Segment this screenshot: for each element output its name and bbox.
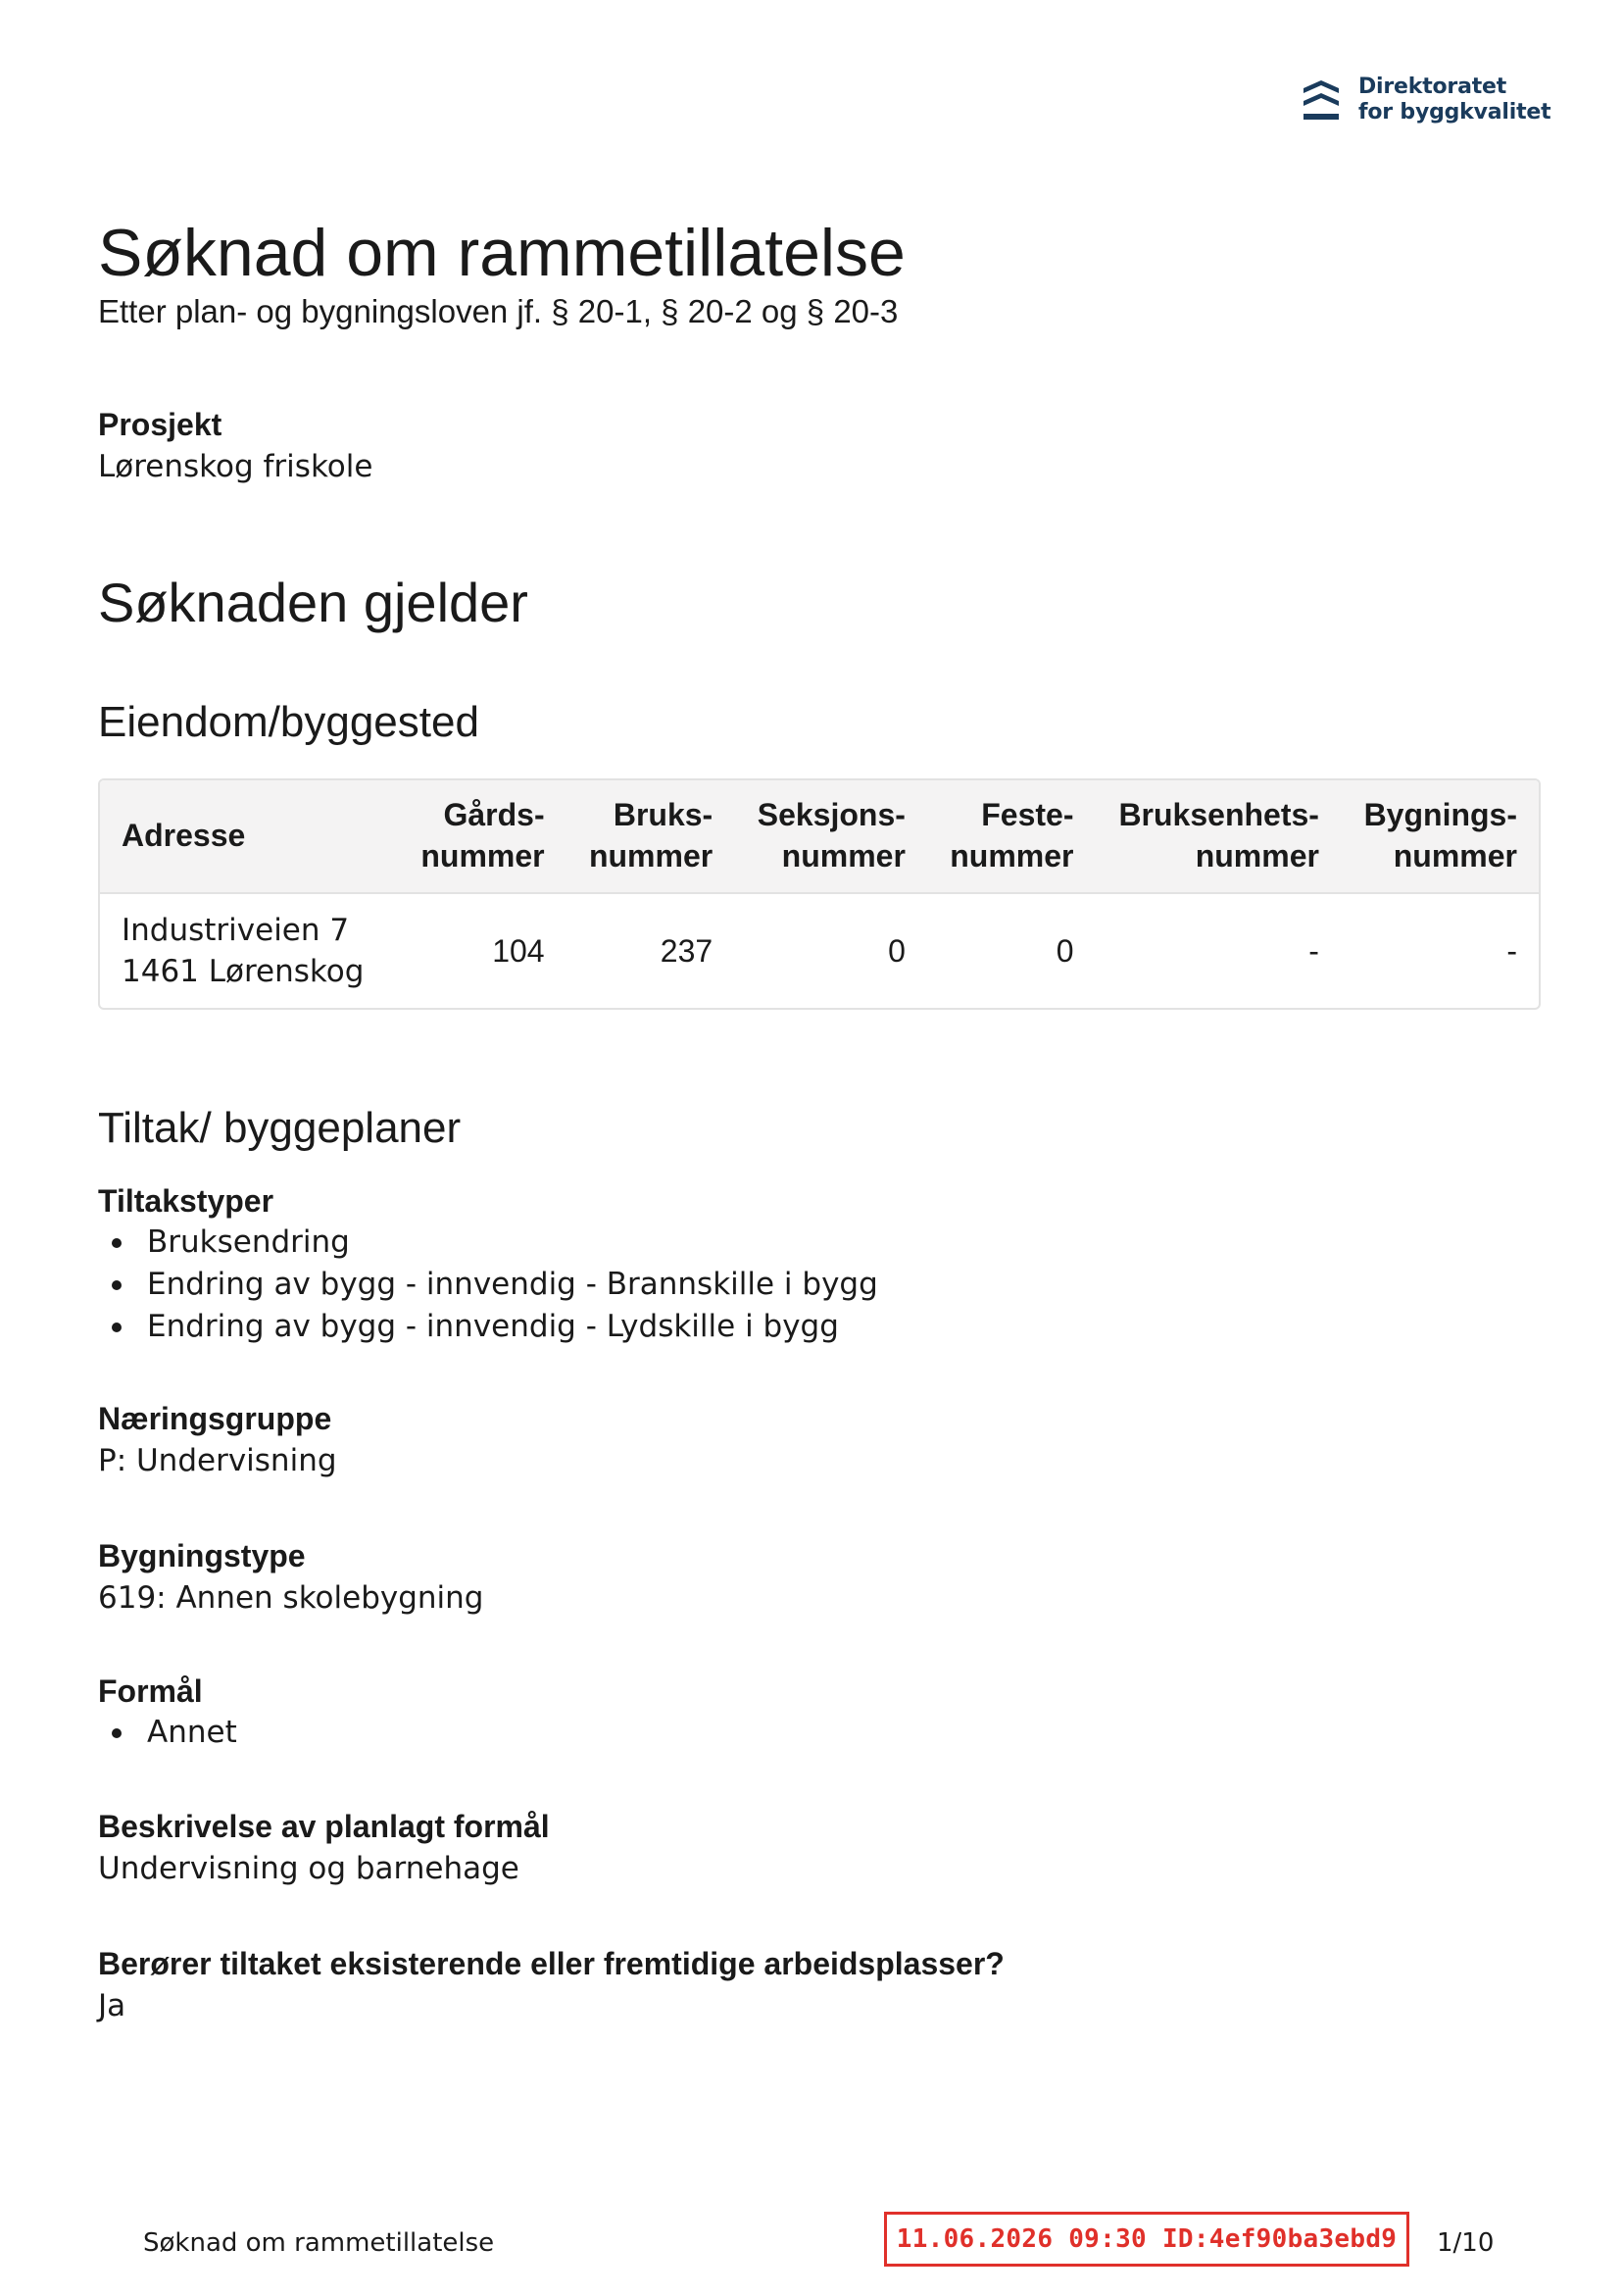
bygningstype-label: Bygningstype xyxy=(98,1538,306,1573)
cell-seksjonsnummer: 0 xyxy=(888,933,906,969)
column-header-label: nummer xyxy=(1195,838,1319,873)
tiltakstyper-list xyxy=(98,1222,878,1348)
cell-bruksenhetsnummer: - xyxy=(1308,933,1319,969)
column-header-bygningsnummer xyxy=(1341,780,1539,893)
cell-gardsnummer: 104 xyxy=(492,933,545,969)
tiltakstyper-label: Tiltakstyper xyxy=(98,1183,274,1219)
bullet-icon xyxy=(112,1238,122,1248)
column-header-bruksnummer xyxy=(566,780,735,893)
list-item xyxy=(98,1306,878,1348)
column-header-label: Bruksenhets- xyxy=(1118,797,1319,832)
column-header-festenummer xyxy=(927,780,1096,893)
logo xyxy=(1302,75,1550,125)
column-header-label: Bygnings- xyxy=(1363,797,1517,832)
project-value: Lørenskog friskole xyxy=(98,449,373,484)
footer-doc-title: Søknad om rammetillatelse xyxy=(143,2228,495,2258)
column-header-label: nummer xyxy=(950,838,1074,873)
logo-line-2: for byggkvalitet xyxy=(1358,100,1551,125)
tiltak-heading: Tiltak/ byggeplaner xyxy=(98,1104,462,1152)
arbeidsplasser-field xyxy=(98,1943,1005,2027)
dibk-chevron-logo-icon xyxy=(1302,76,1341,124)
column-header-bruksenhetsnummer xyxy=(1095,780,1340,893)
beskrivelse-field xyxy=(98,1806,550,1890)
address-line-1: Industriveien 7 xyxy=(122,913,350,948)
logo-text xyxy=(1358,75,1550,125)
beskrivelse-value: Undervisning og barnehage xyxy=(98,1851,519,1886)
cell-adresse xyxy=(100,893,398,1008)
column-header-label: Adresse xyxy=(122,818,246,853)
formal-field xyxy=(98,1671,237,1754)
column-header-adresse xyxy=(100,780,398,893)
cell-festenummer: 0 xyxy=(1056,933,1074,969)
table-header-row xyxy=(100,780,1539,893)
list-item-text: Endring av bygg - innvendig - Brannskille i bygg xyxy=(147,1267,878,1302)
bullet-icon xyxy=(112,1323,122,1332)
column-header-label: nummer xyxy=(420,838,545,873)
list-item xyxy=(98,1712,237,1754)
table-row xyxy=(100,893,1539,1008)
column-header-gardsnummer xyxy=(398,780,566,893)
column-header-label: Bruks- xyxy=(613,797,713,832)
naeringsgruppe-field xyxy=(98,1398,337,1482)
cell-bygningsnummer: - xyxy=(1506,933,1517,969)
column-header-label: nummer xyxy=(781,838,906,873)
property-heading: Eiendom/byggested xyxy=(98,698,479,746)
naeringsgruppe-label: Næringsgruppe xyxy=(98,1401,332,1436)
project-field xyxy=(98,404,372,488)
footer-page-number: 1/10 xyxy=(1437,2228,1495,2258)
page-title: Søknad om rammetillatelse xyxy=(98,216,906,290)
bullet-icon xyxy=(112,1280,122,1290)
property-table xyxy=(98,778,1541,1010)
bullet-icon xyxy=(112,1728,122,1738)
column-header-label: Feste- xyxy=(981,797,1074,832)
cell-bruksnummer: 237 xyxy=(660,933,713,969)
formal-list xyxy=(98,1712,237,1754)
column-header-seksjonsnummer xyxy=(734,780,927,893)
footer-timestamp-stamp: 11.06.2026 09:30 ID:4ef90ba3ebd9 xyxy=(884,2212,1409,2267)
column-header-label: nummer xyxy=(1393,838,1517,873)
page-subtitle: Etter plan- og bygningsloven jf. § 20-1, § 20-2 og § 20-3 xyxy=(98,293,899,329)
bygningstype-value: 619: Annen skolebygning xyxy=(98,1580,484,1616)
logo-line-1: Direktoratet xyxy=(1358,75,1507,99)
naeringsgruppe-value: P: Undervisning xyxy=(98,1443,337,1478)
arbeidsplasser-label: Berører tiltaket eksisterende eller fremtidige arbeidsplasser? xyxy=(98,1946,1005,1981)
bygningstype-field xyxy=(98,1535,483,1620)
list-item-text: Annet xyxy=(147,1715,237,1750)
column-header-label: Gårds- xyxy=(443,797,545,832)
column-header-label: Seksjons- xyxy=(757,797,906,832)
column-header-label: nummer xyxy=(588,838,713,873)
list-item-text: Bruksendring xyxy=(147,1224,350,1260)
arbeidsplasser-value: Ja xyxy=(98,1988,126,2023)
formal-label: Formål xyxy=(98,1673,203,1709)
project-label: Prosjekt xyxy=(98,407,222,442)
list-item xyxy=(98,1264,878,1306)
list-item xyxy=(98,1222,878,1264)
section-heading: Søknaden gjelder xyxy=(98,572,528,633)
address-line-2: 1461 Lørenskog xyxy=(122,954,365,989)
tiltakstyper-field xyxy=(98,1180,878,1348)
beskrivelse-label: Beskrivelse av planlagt formål xyxy=(98,1809,550,1844)
list-item-text: Endring av bygg - innvendig - Lydskille i bygg xyxy=(147,1309,839,1344)
